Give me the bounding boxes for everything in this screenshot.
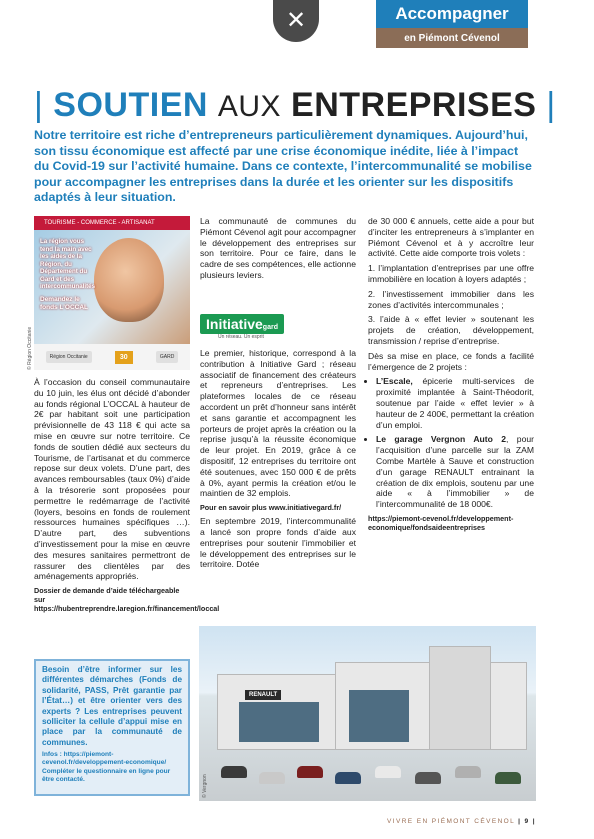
intro-paragraph: Notre territoire est riche d’entrepreneurs particulièrement dynamiques. Aujourd’hui, son tissu économique est affecté par une crise économique inédite, liée à l’impact du Covid-19 sur l’activité humaine. Dans ce contexte, l’intercommunalité se mobilise pour accompagner les entreprises dans la durée et les orienter sur les dispositifs adaptés à leur situation. <box>34 128 532 204</box>
column-2 <box>200 216 356 285</box>
initiative-logo-main: Initiativegard <box>200 314 284 334</box>
list-item: • L’Escale, épicerie multi-services de proximité implantée à Saint-Théodorit, soutenue par l’aide « effet levier » à hauteur de 2 400€, permettant la création d’un emploi. <box>376 376 534 430</box>
ad-band: TOURISME - COMMERCE - ARTISANAT <box>34 216 190 230</box>
list-item: • Le garage Vergnon Auto 2, pour l’acquisition d’une parcelle sur la ZAM Combe Martèle à Sauve et construction d’un garage RENAULT entrainant la création de dix emplois, soutenu par une aide « à l’immobilier » de l’intercommunalité de 18 000€. <box>376 434 534 510</box>
column-3 <box>368 216 534 536</box>
col2-paragraph-3: En septembre 2019, l’intercommunalité a lancé son propre fonds d’aide aux entreprises pour soutenir l’immobilier et le développement des entreprises sur le territoire. Dotée <box>200 516 356 570</box>
section-badge <box>376 0 528 56</box>
initiative-gard-logo <box>200 314 300 340</box>
col3-paragraph-5: Dès sa mise en place, ce fonds a facilité l’émergence de 2 projets : <box>368 350 534 372</box>
building-credit: © Vergnon <box>202 774 208 798</box>
projects-list <box>368 376 534 510</box>
occal-ad-image <box>34 216 190 370</box>
region-logo: Région Occitanie <box>46 351 92 363</box>
col3-item-2: 2. l’investissement immobilier dans les zones d’activités intercommunales ; <box>368 288 534 310</box>
page-title <box>34 86 556 125</box>
col2-paragraph-2: Le premier, historique, correspond à la contribution à Initiative Gard ; réseau associatif de financement des créateurs et repreneurs d’entreprises. Les plateformes locales de ce réseau accordent un prêt d’honneur sans intérêt et sans garantie et accompagnent les porteurs de projet après la création ou la reprise jusqu’à la réussite économique de leur projet. En 2019, grâce à ce dispositif, 12 entreprises du territoire ont été soutenues, avec 150 000 € de prêts à 0%, ayant permis la création et/ou le maintien de 32 emplois. <box>200 348 356 499</box>
column-2-rest <box>200 348 356 574</box>
ad-cta: Demandez le fonds L’OCCAL <box>40 296 89 311</box>
column-1 <box>34 377 220 617</box>
info-box <box>34 659 190 796</box>
photo-credit: © Région Occitanie <box>27 326 33 370</box>
ad-text: La région vous tend la main avec les aides de la Région, du Département du Gard et des intercommunalités <box>40 238 96 290</box>
portrait-image <box>94 238 164 322</box>
col3-paragraph-1: de 30 000 € annuels, cette aide a pour but d’inciter les entrepreneurs à s’implanter en Piémont Cévenol et à y accroître leur activité. Cette aide comporte trois volets : <box>368 216 534 259</box>
footer-sep-2: | <box>532 818 536 825</box>
renault-sign: RENAULT <box>245 690 281 700</box>
close-button[interactable] <box>273 0 319 42</box>
car-shape <box>495 772 521 784</box>
title-word-entreprises: ENTREPRISES <box>291 86 537 124</box>
page-number: 9 <box>524 818 530 825</box>
badge-title: Accompagner <box>376 0 528 28</box>
occal-link[interactable]: Dossier de demande d’aide téléchargeable sur https://hubentreprendre.laregion.fr/financement/loccal <box>34 586 220 614</box>
badge-subtitle: en Piémont Cévenol <box>376 28 528 48</box>
car-shape <box>335 772 361 784</box>
initiative-link[interactable]: Pour en savoir plus www.initiativegard.fr/ <box>200 503 342 513</box>
car-shape <box>221 766 247 778</box>
workshop-glass <box>349 690 409 742</box>
title-word-soutien: SOUTIEN <box>53 86 208 124</box>
title-word-aux: AUX <box>217 90 282 123</box>
close-icon: ✕ <box>285 7 307 34</box>
car-shape <box>415 772 441 784</box>
ad-logos <box>34 344 190 370</box>
info-box-link[interactable]: Infos : https://piemont-cevenol.fr/developpement-economique/ Compléter le questionnaire en ligne pour être contacté. <box>42 751 171 783</box>
showroom-glass <box>239 702 319 742</box>
col3-item-3: 3. l’aide à « effet levier » soutenant les projets de création, développement, transmission / reprise d’entreprise. <box>368 314 534 346</box>
footer-sep: | <box>518 818 522 825</box>
title-bar-left: | <box>34 86 44 124</box>
car-shape <box>259 772 285 784</box>
page-footer <box>356 818 536 825</box>
garage-rendering-image <box>199 626 536 801</box>
car-shape <box>375 766 401 778</box>
gard-logo: GARD <box>156 351 178 363</box>
title-bar-right: | <box>546 86 556 124</box>
car-shape <box>297 766 323 778</box>
car-shape <box>455 766 481 778</box>
initiative-logo-sub: Un réseau. Un esprit <box>218 334 264 340</box>
col2-paragraph-1: La communauté de communes du Piémont Cévenol agit pour accompagner le développement des entreprises sur son territoire. Pour ce faire, dans le cadre de ses compétences, elle actionne plusieurs leviers. <box>200 216 356 280</box>
footer-text: VIVRE EN PIÉMONT CÉVENOL <box>387 818 515 825</box>
departement-logo: 30 <box>115 351 133 364</box>
col1-paragraph: À l’occasion du conseil communautaire du 10 juin, les élus ont décidé d’abonder au fonds régional L’OCCAL à hauteur de 2€ par habitant soit une participation prévisionnelle de 43 118 € qui acte sa mise en œuvre sur notre territoire. Ce fonds de soutien dédié aux secteurs du Tourisme, de l’artisanat et du commerce repose sur deux volets. D’une part, des avances remboursables (taux 0%) d’aide à la trésorerie sont proposées pour permettre le redémarrage de l’activité (loyers, besoins en fonds de roulement ressources humaines spécifiques …). D’autre part, des subventions d’investissement pour la mise en œuvre des mesures sanitaires permettront de rassurer des clientèles par des aménagements appropriés. <box>34 377 190 582</box>
garage-tower <box>429 646 491 750</box>
col3-item-1: 1. l’implantation d’entreprises par une offre immobilière en location à loyers adaptés ; <box>368 263 534 284</box>
fonds-aide-link[interactable]: https://piemont-cevenol.fr/developpement-economique/fondsaideentreprises <box>368 513 514 532</box>
info-box-text: Besoin d’être informer sur les différentes démarches (Fonds de solidarité, PASS, Prêt garantie par l’État…) et être orienter vers des experts ? Les entreprises peuvent solliciter la cellule d’appui mise en place par la communauté de communes. <box>42 665 182 747</box>
